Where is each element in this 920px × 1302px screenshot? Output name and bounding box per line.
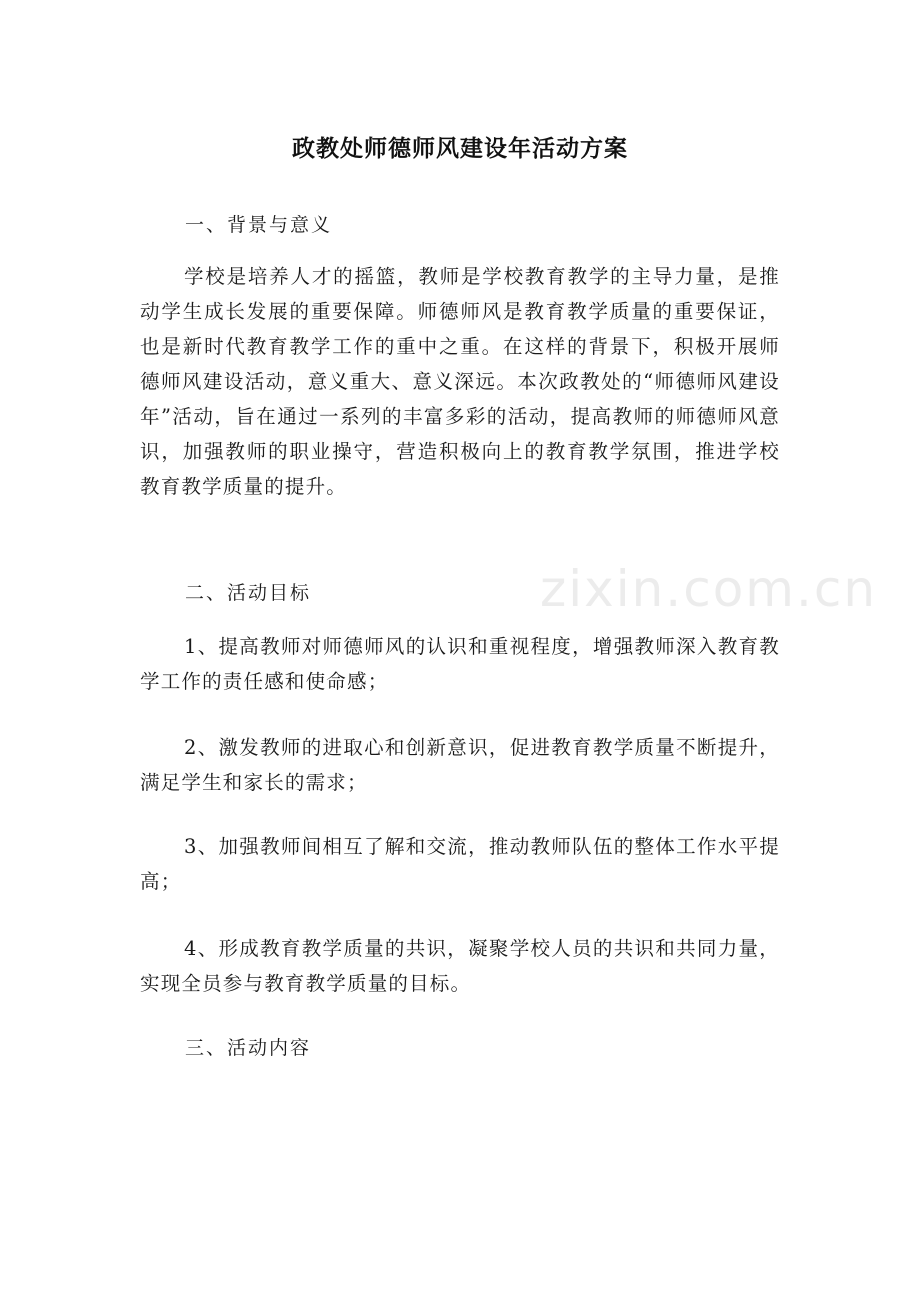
goal-item-4: 4、形成教育教学质量的共识，凝聚学校人员的共识和共同力量，实现全员参与教育教学质量的目标。 [140, 937, 780, 995]
section-heading-content: 三、活动内容 [185, 1037, 312, 1059]
section-heading-background: 一、背景与意义 [185, 214, 333, 236]
watermark: zixin.com.cn [540, 560, 878, 618]
goal-item-2: 2、激发教师的进取心和创新意识，促进教育教学质量不断提升，满足学生和家长的需求； [140, 736, 780, 794]
paragraph-background: 学校是培养人才的摇篮，教师是学校教育教学的主导力量，是推动学生成长发展的重要保障。师德师风是教育教学质量的重要保证，也是新时代教育教学工作的重中之重。在这样的背景下，积极开展师德师风建设活动，意义重大、意义深远。本次政教处的“师德师风建设年”活动，旨在通过一系列的丰富多彩的活动，提高教师的师德师风意识，加强教师的职业操守，营造积极向上的教育教学氛围，推进学校教育教学质量的提升。 [140, 265, 780, 498]
goal-item-3: 3、加强教师间相互了解和交流，推动教师队伍的整体工作水平提高； [140, 835, 780, 893]
goal-item-1: 1、提高教师对师德师风的认识和重视程度，增强教师深入教育教学工作的责任感和使命感； [140, 635, 780, 693]
section-heading-goals: 二、活动目标 [185, 582, 312, 604]
document-title: 政教处师德师风建设年活动方案 [292, 136, 628, 162]
